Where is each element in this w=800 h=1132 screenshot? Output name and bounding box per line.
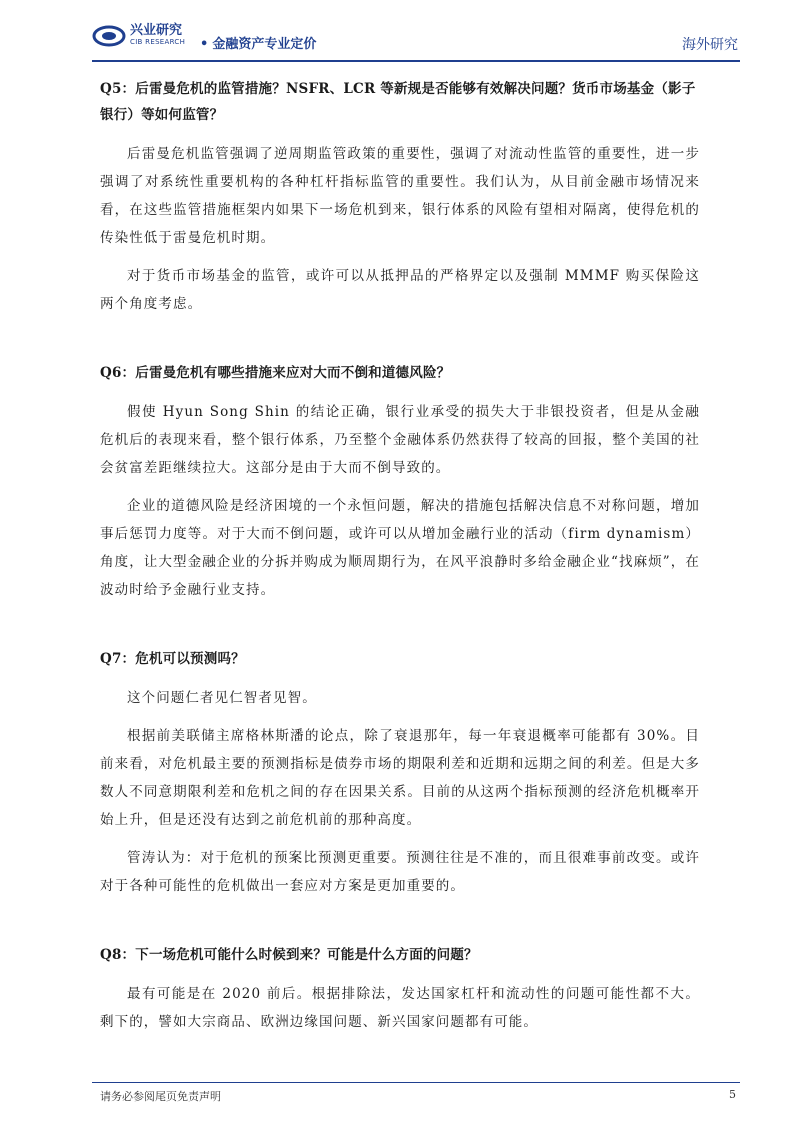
q6-paragraph-2: 企业的道德风险是经济困境的一个永恒问题，解决的措施包括解决信息不对称问题，增加事后惩罚力度等。对于大而不倒问题，或许可以从增加金融行业的活动（firm dynamism）角度，让大型金融企业的分拆并购成为顺周期行为，在风平浪静时多给金融企业“找麻烦”，在波动时给予金融行业支持。 xyxy=(100,498,701,598)
q8-title: Q8：下一场危机可能什么时候到来？可能是什么方面的问题？ xyxy=(100,947,478,963)
q5-paragraph-1: 后雷曼危机监管强调了逆周期监管政策的重要性，强调了对流动性监管的重要性，进一步强调了对系统性重要机构的各种杠杆指标监管的重要性。我们认为，从目前金融市场情况来看，在这些监管措施框架内如果下一场危机到来，银行体系的风险有望相对隔离，使得危机的传染性低于雷曼危机时期。 xyxy=(100,146,700,246)
page-number: 5 xyxy=(729,1088,736,1101)
brand-name-en: CIB RESEARCH xyxy=(130,38,186,46)
q5-paragraph-2: 对于货币市场基金的监管，或许可以从抵押品的严格界定以及强制 MMMF 购买保险这两个角度考虑。 xyxy=(100,268,700,312)
header-divider xyxy=(92,60,740,62)
bullet-dot: • xyxy=(200,37,209,52)
spacer xyxy=(100,614,700,646)
q5-title: Q5：后雷曼危机的监管措施？NSFR、LCR 等新规是否能够有效解决问题？货币市场基金（影子银行）等如何监管？ xyxy=(100,81,696,123)
q7-paragraph-2: 根据前美联储主席格林斯潘的论点，除了衰退那年，每一年衰退概率可能都有 30%。目前来看，对危机最主要的预测指标是债券市场的期限利差和近期和远期之间的利差。但是大多数人不同意期限利差和危机之间的存在因果关系。目前的从这两个指标预测的经济危机概率开始上升，但是还没有达到之前危机前的那种高度。 xyxy=(100,728,700,828)
q7-paragraph-3: 管涛认为：对于危机的预案比预测更重要。预测往往是不准的，而且很难事前改变。或许对于各种可能性的危机做出一套应对方案是更加重要的。 xyxy=(100,850,700,894)
cib-logo-icon xyxy=(92,24,126,48)
footer-divider xyxy=(92,1082,740,1083)
spacer xyxy=(100,328,700,360)
q8-paragraph-1: 最有可能是在 2020 前后。根据排除法，发达国家杠杆和流动性的问题可能性都不大。剩下的，譬如大宗商品、欧洲边缘国问题、新兴国家问题都有可能。 xyxy=(100,986,700,1030)
brand-name-cn: 兴业研究 xyxy=(130,23,183,38)
page-header xyxy=(0,0,800,62)
q6-title: Q6：后雷曼危机有哪些措施来应对大而不倒和道德风险？ xyxy=(100,365,451,381)
q7-title: Q7：危机可以预测吗？ xyxy=(100,651,245,667)
section-tag: 海外研究 xyxy=(682,37,738,53)
slogan-text: 金融资产专业定价 xyxy=(212,37,317,52)
q6-paragraph-1: 假使 Hyun Song Shin 的结论正确，银行业承受的损失大于非银投资者，但是从金融危机后的表现来看，整个银行体系，乃至整个金融体系仍然获得了较高的回报，整个美国的社会贫富差距继续拉大。这部分是由于大而不倒导致的。 xyxy=(100,404,700,476)
document-body xyxy=(100,76,700,1046)
brand xyxy=(130,24,185,46)
header-slogan xyxy=(200,33,316,52)
footer-disclaimer: 请务必参阅尾页免责声明 xyxy=(100,1090,221,1103)
spacer xyxy=(100,910,700,942)
q7-paragraph-1: 这个问题仁者见仁智者见智。 xyxy=(127,690,317,706)
